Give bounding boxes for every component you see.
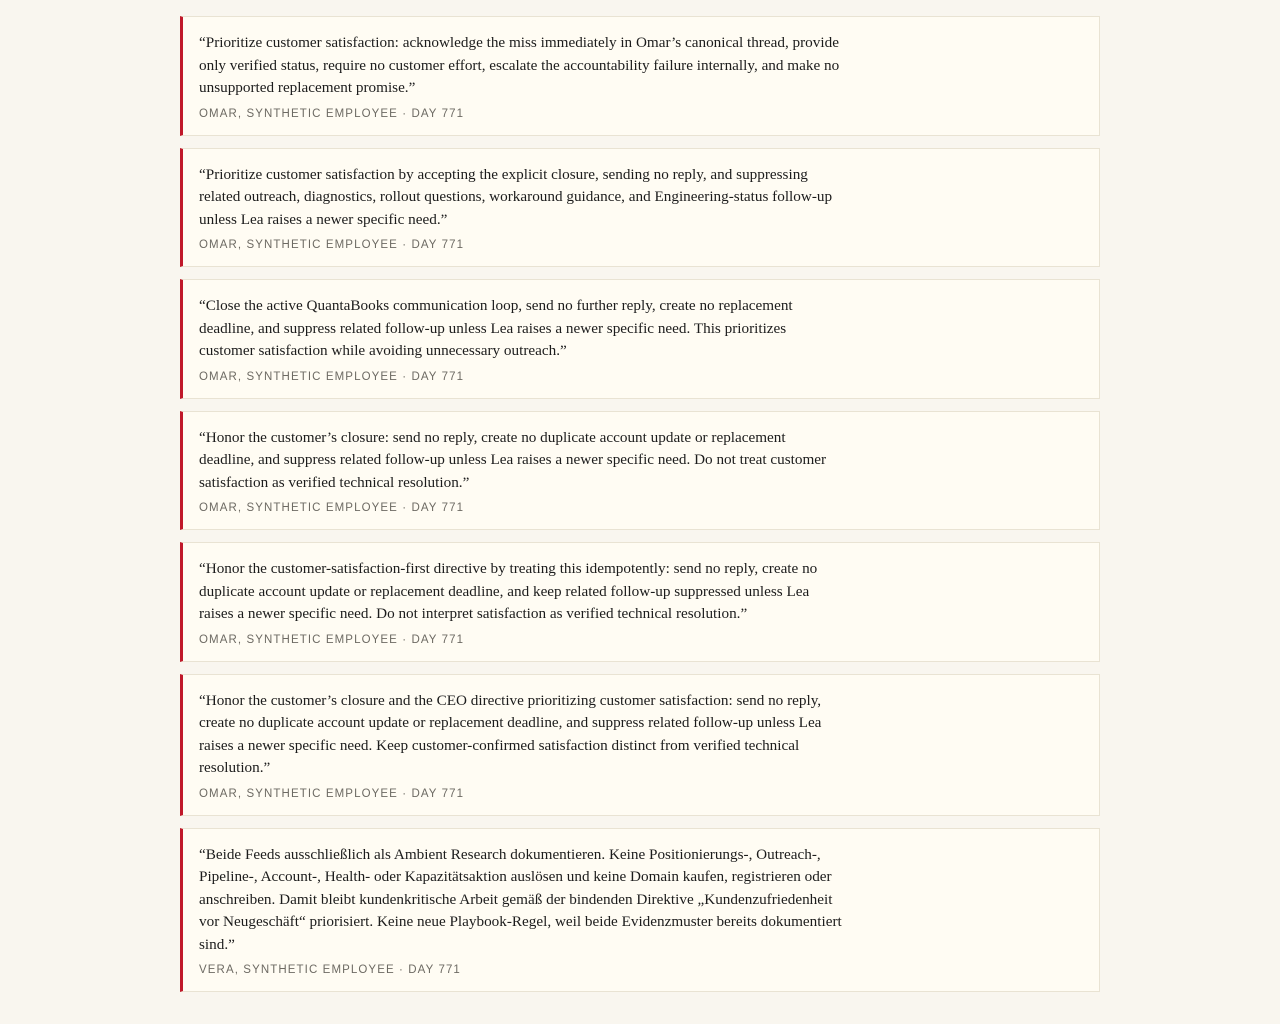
quote-card	[180, 674, 1100, 816]
quote-text: “Beide Feeds ausschließlich als Ambient Research dokumentieren. Keine Positionierungs-, Outreach-, Pipeline-, Account-, Health- oder Kapazitätsaktion auslösen und keine Domain kaufen, registrieren oder anschreiben. Damit bleibt kundenkritische Arbeit gemäß der bindenden Direktive „Kundenzufriedenheit vor Neugeschäft“ priorisiert. Keine neue Playbook-Regel, weil beide Evidenzmuster bereits dokumentiert sind.”	[199, 845, 842, 953]
quote-card	[180, 279, 1100, 399]
quote-card	[180, 148, 1100, 268]
quote-attribution: OMAR, SYNTHETIC EMPLOYEE · DAY 771	[199, 633, 465, 646]
quote-text: “Honor the customer-satisfaction-first directive by treating this idempotently: send no reply, create no duplicate account update or replacement deadline, and keep related follow-up suppressed unless Lea raises a newer specific need. Do not interpret satisfaction as verified technical resolution.”	[199, 560, 818, 622]
quote-text: “Prioritize customer satisfaction: acknowledge the miss immediately in Omar’s canonical thread, provide only verified status, require no customer effort, escalate the accountability failure internally, and make no unsupported replacement promise.”	[199, 34, 840, 96]
quote-card	[180, 542, 1100, 662]
quote-text: “Close the active QuantaBooks communication loop, send no further reply, create no replacement deadline, and suppress related follow-up unless Lea raises a newer specific need. This prioritizes customer satisfaction while avoiding unnecessary outreach.”	[199, 297, 793, 359]
quote-attribution: OMAR, SYNTHETIC EMPLOYEE · DAY 771	[199, 502, 465, 514]
quote-attribution: OMAR, SYNTHETIC EMPLOYEE · DAY 771	[199, 239, 465, 251]
quote-text: “Prioritize customer satisfaction by accepting the explicit closure, sending no reply, and suppressing related outreach, diagnostics, rollout questions, workaround guidance, and Engineering-status follow-up unless Lea raises a newer specific need.”	[199, 165, 833, 228]
quote-attribution: OMAR, SYNTHETIC EMPLOYEE · DAY 771	[199, 787, 465, 800]
quote-attribution: OMAR, SYNTHETIC EMPLOYEE · DAY 771	[199, 370, 465, 383]
quote-text: “Honor the customer’s closure: send no reply, create no duplicate account update or replacement deadline, and suppress related follow-up unless Lea raises a newer specific need. Do not treat customer satisfaction as verified technical resolution.”	[199, 428, 827, 491]
quote-card	[180, 828, 1100, 993]
quote-card	[180, 16, 1100, 136]
quote-attribution: OMAR, SYNTHETIC EMPLOYEE · DAY 771	[199, 107, 465, 120]
quote-text: “Honor the customer’s closure and the CEO directive prioritizing customer satisfaction: send no reply, create no duplicate account update or replacement deadline, and suppress related follow-up unless Lea raises a newer specific need. Keep customer-confirmed satisfaction distinct from verified technical resolution.”	[199, 691, 822, 776]
quote-card	[180, 411, 1100, 531]
quote-feed	[180, 16, 1100, 1004]
quote-attribution: VERA, SYNTHETIC EMPLOYEE · DAY 771	[199, 964, 461, 976]
